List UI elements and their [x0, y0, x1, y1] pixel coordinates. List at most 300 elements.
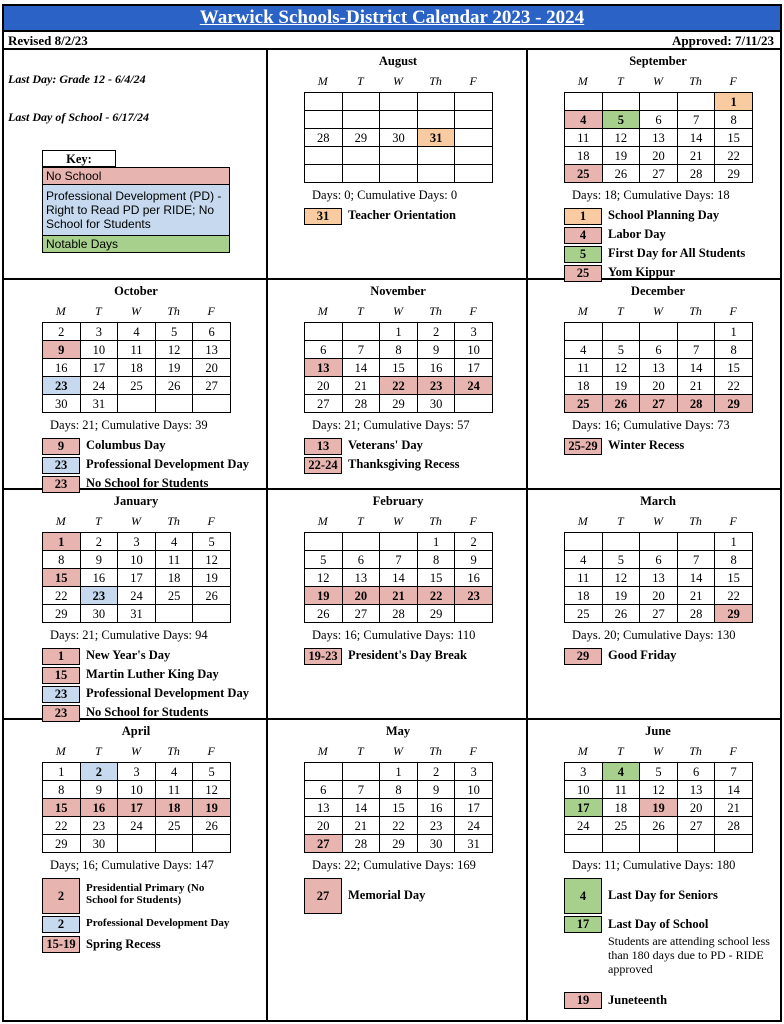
empty-cell — [118, 395, 156, 413]
day-cell: 24 — [81, 377, 119, 395]
month-march — [528, 490, 782, 718]
day-cell: 30 — [418, 835, 456, 853]
day-cell: 3 — [81, 323, 119, 341]
day-cell: 2 — [43, 323, 81, 341]
day-cell: 22 — [380, 817, 418, 835]
day-cell: 13 — [305, 799, 343, 817]
month-grid — [42, 762, 231, 853]
legend-label: First Day for All Students — [608, 246, 746, 260]
day-cell: 4 — [565, 341, 603, 359]
empty-cell — [603, 93, 641, 111]
month-january — [6, 490, 264, 718]
day-cell: 20 — [640, 147, 678, 165]
weekday-header — [564, 514, 752, 529]
month-april — [6, 720, 264, 951]
month-grid — [304, 762, 493, 853]
legend-label: Professional Development Day — [86, 916, 230, 929]
legend-label: Presidential Primary (No School for Students) — [86, 882, 205, 906]
day-cell: 15 — [715, 129, 753, 147]
day-cell: 2 — [418, 763, 456, 781]
legend-label: Labor Day — [608, 227, 666, 241]
day-cell: 10 — [81, 341, 119, 359]
weekday-header — [564, 74, 752, 89]
day-cell: 14 — [343, 799, 381, 817]
day-cell: 19 — [156, 359, 194, 377]
day-cell: 23 — [418, 817, 456, 835]
day-cell: 26 — [603, 605, 641, 623]
day-cell: 6 — [305, 781, 343, 799]
legend-label: Martin Luther King Day — [86, 667, 219, 681]
day-cell: 12 — [603, 129, 641, 147]
legend-label: President's Day Break — [348, 648, 467, 662]
empty-cell — [305, 323, 343, 341]
day-cell: 27 — [305, 395, 343, 413]
day-cell: 9 — [455, 551, 493, 569]
day-cell: 17 — [455, 359, 493, 377]
weekday-label: Th — [689, 74, 702, 88]
day-cell: 1 — [715, 93, 753, 111]
empty-cell — [305, 111, 343, 129]
day-cell: 8 — [43, 781, 81, 799]
legend-label: Veterans' Day — [348, 438, 423, 452]
day-cell: 25 — [118, 377, 156, 395]
day-cell: 16 — [455, 569, 493, 587]
day-cell: 22 — [715, 587, 753, 605]
day-cell: 28 — [678, 165, 716, 183]
day-cell: 21 — [380, 587, 418, 605]
weekday-header — [42, 744, 230, 759]
day-cell: 13 — [193, 341, 231, 359]
key-professional-development: Professional Development (PD) - Right to Read PD per RIDE; No School for Students — [42, 185, 230, 236]
weekday-label: M — [55, 514, 66, 528]
day-cell: 20 — [193, 359, 231, 377]
legend-code: 31 — [304, 208, 342, 225]
day-cell: 7 — [678, 111, 716, 129]
day-cell: 18 — [156, 799, 194, 817]
legend-code: 4 — [564, 227, 602, 244]
day-cell: 29 — [715, 605, 753, 623]
weekday-label: W — [130, 304, 141, 318]
day-cell: 27 — [343, 605, 381, 623]
month-august — [268, 50, 526, 278]
day-cell: 24 — [455, 377, 493, 395]
day-cell: 17 — [565, 799, 603, 817]
day-cell: 15 — [43, 569, 81, 587]
day-cell: 23 — [81, 817, 119, 835]
days-count: Days: 21; Cumulative Days: 39 — [50, 418, 208, 432]
month-june — [528, 720, 782, 948]
day-cell: 16 — [418, 799, 456, 817]
calendar-page — [2, 4, 782, 1022]
day-cell: 23 — [418, 377, 456, 395]
legend-code: 15-19 — [42, 936, 80, 953]
weekday-label: W — [130, 514, 141, 528]
last-day-grade12: Last Day: Grade 12 - 6/4/24 — [8, 72, 146, 86]
legend-code: 25 — [564, 265, 602, 282]
day-cell: 13 — [678, 781, 716, 799]
weekday-label: M — [577, 74, 588, 88]
legend-code: 23 — [42, 705, 80, 722]
legend-code: 2 — [42, 878, 80, 914]
day-cell: 6 — [193, 323, 231, 341]
month-grid — [42, 532, 231, 623]
empty-cell — [380, 147, 418, 165]
empty-cell — [418, 165, 456, 183]
empty-cell — [565, 323, 603, 341]
day-cell: 17 — [118, 799, 156, 817]
weekday-label: M — [317, 744, 328, 758]
month-name: April — [121, 724, 151, 738]
day-cell: 3 — [118, 763, 156, 781]
day-cell: 26 — [156, 377, 194, 395]
day-cell: 6 — [305, 341, 343, 359]
day-cell: 20 — [305, 377, 343, 395]
weekday-label: Th — [689, 514, 702, 528]
day-cell: 8 — [380, 341, 418, 359]
day-cell: 13 — [640, 359, 678, 377]
day-cell: 7 — [380, 551, 418, 569]
days-count: Days. 20; Cumulative Days: 130 — [572, 628, 736, 642]
day-cell: 12 — [603, 569, 641, 587]
weekday-label: T — [95, 744, 102, 758]
weekday-label: W — [392, 744, 403, 758]
day-cell: 8 — [380, 781, 418, 799]
days-count: Days: 18; Cumulative Days: 18 — [572, 188, 730, 202]
day-cell: 3 — [118, 533, 156, 551]
day-cell: 17 — [455, 799, 493, 817]
day-cell: 10 — [118, 551, 156, 569]
day-cell: 12 — [193, 781, 231, 799]
day-cell: 11 — [603, 781, 641, 799]
day-cell: 21 — [678, 147, 716, 165]
empty-cell — [640, 533, 678, 551]
day-cell: 5 — [603, 341, 641, 359]
day-cell: 5 — [193, 533, 231, 551]
day-cell: 28 — [343, 835, 381, 853]
day-cell: 22 — [380, 377, 418, 395]
day-cell: 3 — [455, 763, 493, 781]
day-cell: 13 — [343, 569, 381, 587]
day-cell: 19 — [305, 587, 343, 605]
weekday-label: F — [207, 744, 215, 758]
day-cell: 31 — [455, 835, 493, 853]
empty-cell — [418, 111, 456, 129]
month-february — [268, 490, 526, 718]
legend-code: 17 — [564, 916, 602, 933]
weekday-label: Th — [429, 304, 442, 318]
day-cell: 1 — [380, 323, 418, 341]
day-cell: 14 — [380, 569, 418, 587]
key-title: Key: — [42, 150, 116, 167]
days-count: Days: 16; Cumulative Days: 73 — [572, 418, 730, 432]
day-cell: 7 — [715, 763, 753, 781]
legend-code: 29 — [564, 648, 602, 665]
weekday-label: T — [357, 74, 364, 88]
day-cell: 15 — [380, 799, 418, 817]
day-cell: 2 — [418, 323, 456, 341]
day-cell: 12 — [193, 551, 231, 569]
day-cell: 10 — [455, 781, 493, 799]
legend-code: 25-29 — [564, 438, 602, 455]
day-cell: 21 — [678, 587, 716, 605]
legend-code: 2 — [42, 916, 80, 933]
weekday-header — [564, 744, 752, 759]
day-cell: 22 — [715, 147, 753, 165]
empty-cell — [603, 835, 641, 853]
empty-cell — [715, 835, 753, 853]
empty-cell — [678, 533, 716, 551]
weekday-label: W — [392, 304, 403, 318]
day-cell: 10 — [565, 781, 603, 799]
day-cell: 9 — [81, 551, 119, 569]
legend-label: No School for Students — [86, 476, 209, 490]
legend-label: Juneteenth — [608, 992, 668, 1007]
empty-cell — [343, 147, 381, 165]
legend-code: 4 — [564, 878, 602, 914]
empty-cell — [343, 323, 381, 341]
weekday-label: T — [617, 744, 624, 758]
empty-cell — [455, 93, 493, 111]
day-cell: 27 — [305, 835, 343, 853]
month-name: March — [640, 494, 676, 508]
month-grid — [564, 762, 753, 853]
day-cell: 27 — [640, 395, 678, 413]
weekday-label: F — [469, 304, 477, 318]
legend-label: Thanksgiving Recess — [348, 457, 460, 471]
day-cell: 26 — [193, 587, 231, 605]
day-cell: 4 — [156, 533, 194, 551]
legend-code: 19-23 — [304, 648, 342, 665]
month-name: June — [645, 724, 671, 738]
weekday-label: Th — [429, 744, 442, 758]
june-note: Students are attending school less than 180 days due to PD - RIDE approved — [608, 934, 770, 976]
month-may — [268, 720, 526, 948]
day-cell: 13 — [305, 359, 343, 377]
day-cell: 11 — [156, 781, 194, 799]
legend-label: Professional Development Day — [86, 457, 249, 471]
day-cell: 15 — [715, 359, 753, 377]
weekday-header — [304, 74, 492, 89]
empty-cell — [678, 323, 716, 341]
weekday-label: F — [729, 74, 737, 88]
weekday-label: Th — [167, 304, 180, 318]
approved-date: Approved: 7/11/23 — [672, 33, 774, 48]
empty-cell — [343, 93, 381, 111]
day-cell: 22 — [43, 817, 81, 835]
weekday-label: Th — [689, 304, 702, 318]
month-grid — [564, 322, 753, 413]
day-cell: 6 — [640, 341, 678, 359]
empty-cell — [455, 129, 493, 147]
day-cell: 27 — [640, 165, 678, 183]
legend-label: Teacher Orientation — [348, 208, 456, 222]
weekday-label: M — [577, 514, 588, 528]
day-cell: 3 — [565, 763, 603, 781]
day-cell: 21 — [343, 817, 381, 835]
empty-cell — [455, 605, 493, 623]
days-count: Days: 11; Cumulative Days: 180 — [572, 858, 736, 872]
weekday-header — [42, 304, 230, 319]
weekday-label: Th — [167, 514, 180, 528]
weekday-label: T — [357, 744, 364, 758]
day-cell: 24 — [118, 587, 156, 605]
weekday-label: T — [357, 514, 364, 528]
calendar-title — [4, 6, 780, 30]
day-cell: 15 — [418, 569, 456, 587]
empty-cell — [418, 147, 456, 165]
day-cell: 8 — [715, 111, 753, 129]
day-cell: 19 — [603, 587, 641, 605]
empty-cell — [380, 165, 418, 183]
day-cell: 5 — [305, 551, 343, 569]
day-cell: 16 — [81, 569, 119, 587]
day-cell: 29 — [715, 165, 753, 183]
revision-bar — [4, 30, 780, 50]
day-cell: 28 — [380, 605, 418, 623]
legend-label: Yom Kippur — [608, 265, 676, 279]
day-cell: 9 — [418, 781, 456, 799]
month-october — [6, 280, 264, 508]
day-cell: 27 — [640, 605, 678, 623]
day-cell: 28 — [715, 817, 753, 835]
day-cell: 18 — [565, 377, 603, 395]
days-count: Days: 16; Cumulative Days: 110 — [312, 628, 476, 642]
day-cell: 14 — [678, 129, 716, 147]
month-name: January — [113, 494, 159, 508]
empty-cell — [193, 835, 231, 853]
day-cell: 20 — [678, 799, 716, 817]
month-grid — [304, 92, 493, 183]
day-cell: 11 — [118, 341, 156, 359]
weekday-label: Th — [689, 744, 702, 758]
weekday-header — [42, 514, 230, 529]
day-cell: 4 — [118, 323, 156, 341]
legend-code: 5 — [564, 246, 602, 263]
title-text: Warwick Schools-District Calendar 2023 - 2024 — [199, 7, 585, 28]
day-cell: 17 — [118, 569, 156, 587]
day-cell: 19 — [603, 377, 641, 395]
day-cell: 6 — [640, 551, 678, 569]
empty-cell — [305, 763, 343, 781]
days-count: Days; 16; Cumulative Days: 147 — [50, 858, 214, 872]
weekday-label: F — [469, 744, 477, 758]
day-cell: 14 — [678, 359, 716, 377]
day-cell: 22 — [715, 377, 753, 395]
legend-code: 15 — [42, 667, 80, 684]
day-cell: 18 — [118, 359, 156, 377]
day-cell: 1 — [715, 533, 753, 551]
weekday-label: Th — [429, 514, 442, 528]
day-cell: 29 — [715, 395, 753, 413]
weekday-label: W — [652, 514, 663, 528]
day-cell: 12 — [305, 569, 343, 587]
weekday-label: Th — [429, 74, 442, 88]
day-cell: 14 — [678, 569, 716, 587]
day-cell: 30 — [81, 605, 119, 623]
days-count: Days: 0; Cumulative Days: 0 — [312, 188, 458, 202]
day-cell: 20 — [305, 817, 343, 835]
day-cell: 9 — [418, 341, 456, 359]
weekday-label: M — [577, 304, 588, 318]
legend-code: 19 — [564, 992, 602, 1009]
empty-cell — [640, 835, 678, 853]
day-cell: 12 — [640, 781, 678, 799]
month-name: August — [378, 54, 418, 68]
key-notable-days: Notable Days — [42, 236, 230, 253]
day-cell: 9 — [43, 341, 81, 359]
day-cell: 5 — [640, 763, 678, 781]
day-cell: 8 — [715, 341, 753, 359]
day-cell: 26 — [603, 395, 641, 413]
legend-code: 1 — [42, 648, 80, 665]
month-grid — [42, 322, 231, 413]
day-cell: 19 — [603, 147, 641, 165]
empty-cell — [343, 533, 381, 551]
legend-label: Last Day of School — [608, 916, 709, 931]
day-cell: 19 — [640, 799, 678, 817]
weekday-label: M — [55, 744, 66, 758]
empty-cell — [640, 323, 678, 341]
empty-cell — [678, 835, 716, 853]
day-cell: 2 — [81, 763, 119, 781]
day-cell: 18 — [156, 569, 194, 587]
legend-code: 23 — [42, 686, 80, 703]
day-cell: 22 — [43, 587, 81, 605]
day-cell: 29 — [418, 605, 456, 623]
legend-code: 27 — [304, 878, 342, 914]
legend-label: School Planning Day — [608, 208, 720, 222]
day-cell: 18 — [603, 799, 641, 817]
month-september — [528, 50, 782, 278]
day-cell: 30 — [81, 835, 119, 853]
day-cell: 16 — [81, 799, 119, 817]
day-cell: 9 — [81, 781, 119, 799]
day-cell: 21 — [343, 377, 381, 395]
day-cell: 8 — [715, 551, 753, 569]
day-cell: 22 — [418, 587, 456, 605]
day-cell: 28 — [343, 395, 381, 413]
empty-cell — [565, 93, 603, 111]
day-cell: 8 — [43, 551, 81, 569]
day-cell: 10 — [118, 781, 156, 799]
empty-cell — [343, 763, 381, 781]
day-cell: 1 — [43, 533, 81, 551]
day-cell: 5 — [156, 323, 194, 341]
day-cell: 11 — [565, 359, 603, 377]
month-name: May — [385, 724, 411, 738]
month-december — [528, 280, 782, 508]
month-name: September — [629, 54, 687, 68]
day-cell: 7 — [678, 341, 716, 359]
empty-cell — [380, 533, 418, 551]
empty-cell — [565, 835, 603, 853]
day-cell: 1 — [715, 323, 753, 341]
empty-cell — [678, 93, 716, 111]
day-cell: 21 — [715, 799, 753, 817]
day-cell: 5 — [193, 763, 231, 781]
empty-cell — [156, 395, 194, 413]
day-cell: 23 — [43, 377, 81, 395]
day-cell: 16 — [418, 359, 456, 377]
day-cell: 27 — [193, 377, 231, 395]
empty-cell — [640, 93, 678, 111]
last-day-school: Last Day of School - 6/17/24 — [8, 110, 149, 124]
weekday-label: T — [617, 304, 624, 318]
day-cell: 18 — [565, 587, 603, 605]
legend-label: Good Friday — [608, 648, 677, 662]
day-cell: 4 — [565, 551, 603, 569]
empty-cell — [193, 605, 231, 623]
